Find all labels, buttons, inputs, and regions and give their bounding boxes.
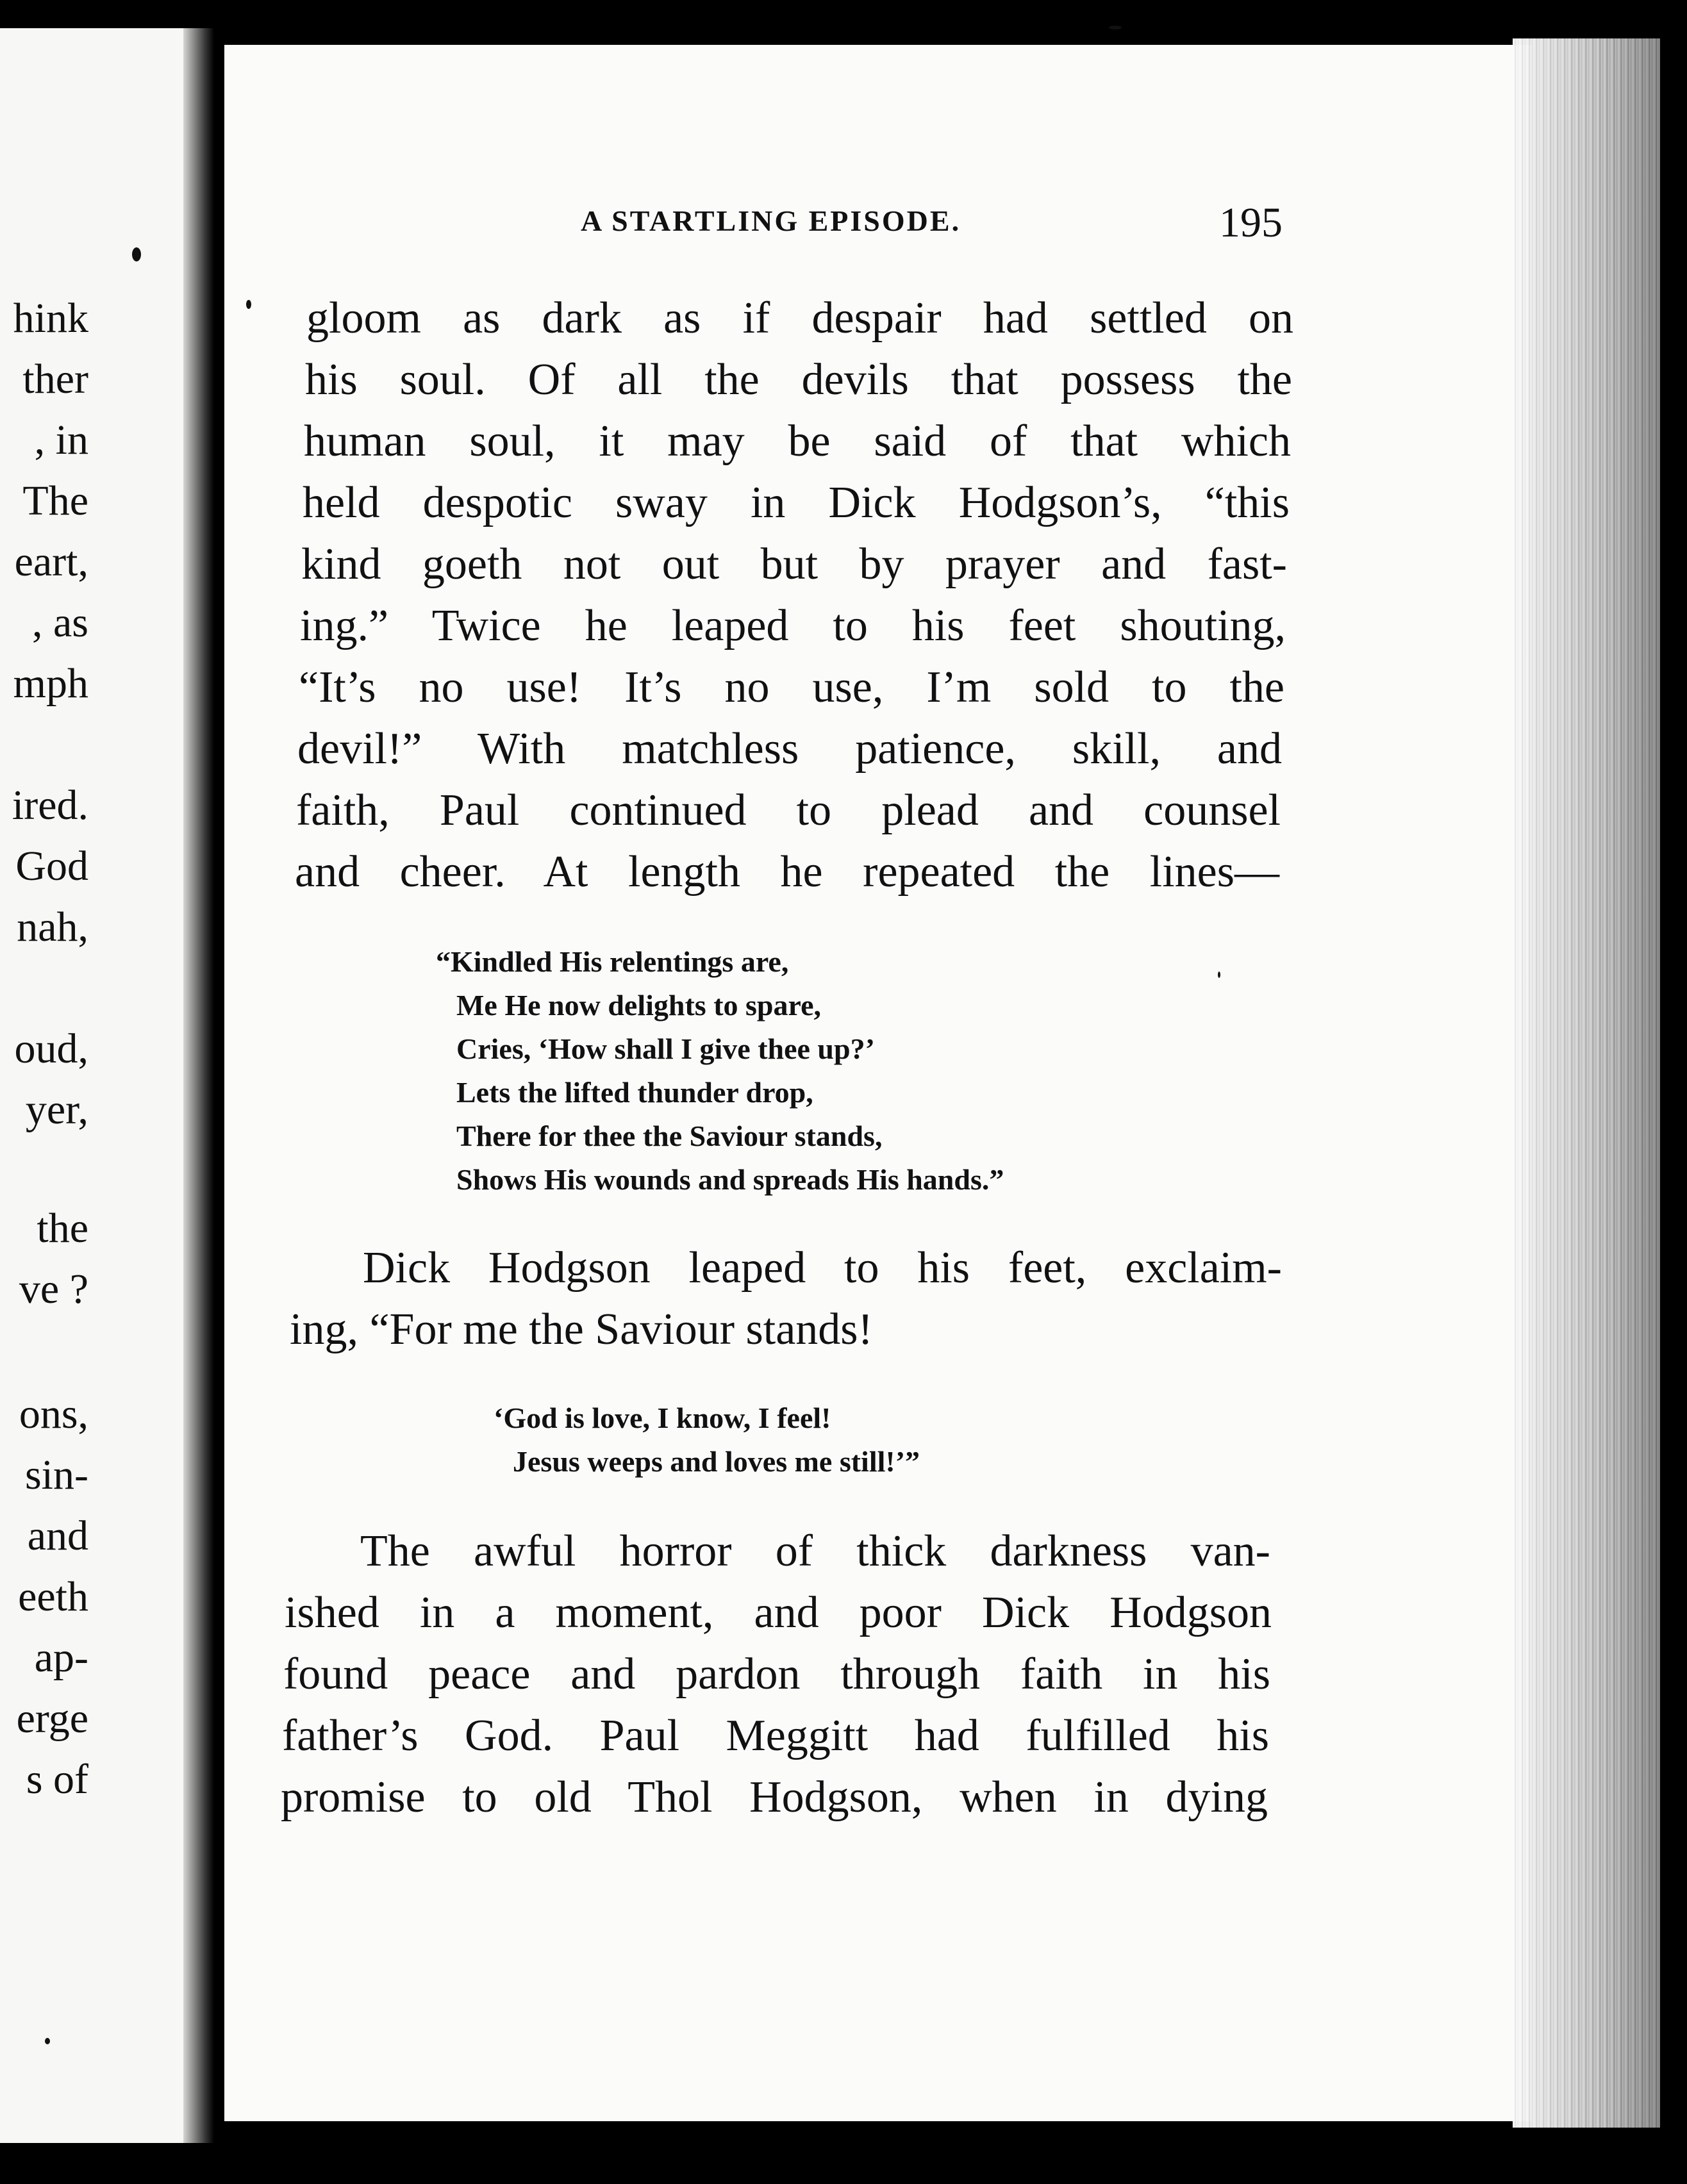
scan-speck: [132, 247, 141, 261]
verse-line: Lets the lifted thunder drop,: [456, 1076, 813, 1109]
scan-speck: [45, 2038, 50, 2044]
facing-page-fragment: ther: [22, 356, 88, 402]
facing-page-fragment: The: [22, 477, 88, 524]
paragraph-line: his soul. Of all the devils that possess the: [305, 355, 1292, 404]
paragraph-line: Dick Hodgson leaped to his feet, exclaim-: [363, 1243, 1282, 1293]
verse-line: There for thee the Saviour stands,: [456, 1120, 883, 1152]
facing-page-fragment: eart,: [14, 538, 88, 585]
paragraph-line: gloom as dark as if despair had settled on: [306, 294, 1293, 343]
scan-speck: [1109, 26, 1122, 29]
fore-edge-shading: [1513, 38, 1660, 2128]
facing-page-fragment: ve ?: [19, 1266, 88, 1312]
paragraph-line: held despotic sway in Dick Hodgson’s, “this: [303, 478, 1290, 527]
facing-page: [0, 28, 192, 2143]
paragraph-line: ished in a moment, and poor Dick Hodgson: [285, 1588, 1272, 1637]
facing-page-fragment: , as: [32, 599, 88, 646]
facing-page-fragment: s of: [26, 1756, 88, 1803]
facing-page-fragment: erge: [16, 1695, 88, 1742]
facing-page-fragment: sin-: [25, 1452, 88, 1498]
facing-page-fragment: God: [15, 843, 88, 889]
paragraph-line: faith, Paul continued to plead and counsel: [296, 786, 1281, 835]
verse-line: ‘God is love, I know, I feel!: [494, 1402, 831, 1434]
scan-speck: [1218, 972, 1220, 978]
facing-page-fragment: yer,: [25, 1086, 88, 1133]
facing-page-fragment: mph: [13, 660, 88, 707]
facing-page-fragment: hink: [13, 295, 88, 342]
page-number: 195: [1219, 199, 1283, 246]
paragraph-line: kind goeth not out but by prayer and fast-: [301, 540, 1287, 589]
book-gutter: [183, 28, 214, 2143]
facing-page-fragment: ap-: [34, 1634, 88, 1681]
paragraph-line: and cheer. At length he repeated the lines—: [295, 847, 1279, 897]
scan-speck: [246, 300, 251, 309]
verse-line: “Kindled His relentings are,: [436, 945, 789, 978]
paragraph-line: “It’s no use! It’s no use, I’m sold to the: [299, 663, 1284, 712]
facing-page-fragment: and: [27, 1512, 88, 1559]
running-head: A STARTLING EPISODE.: [581, 204, 961, 237]
verse-line: Shows His wounds and spreads His hands.”: [456, 1163, 1004, 1196]
facing-page-fragment: ired.: [12, 782, 88, 829]
paragraph-line: ing, “For me the Saviour stands!: [290, 1305, 873, 1354]
facing-page-fragment: oud,: [14, 1025, 88, 1072]
paragraph-line: human soul, it may be said of that which: [304, 417, 1291, 466]
paragraph-line: ing.” Twice he leaped to his feet shouting,: [300, 601, 1286, 650]
facing-page-fragment: eeth: [18, 1573, 88, 1620]
facing-page-fragment: nah,: [17, 904, 88, 950]
verse-line: Me He now delights to spare,: [456, 989, 822, 1022]
verse-line: Cries, ‘How shall I give thee up?’: [456, 1032, 875, 1065]
paragraph-line: father’s God. Paul Meggitt had fulfilled his: [282, 1711, 1269, 1760]
paragraph-line: promise to old Thol Hodgson, when in dying: [281, 1773, 1268, 1822]
verse-line: Jesus weeps and loves me still!’”: [513, 1445, 920, 1478]
facing-page-fragment: , in: [34, 417, 88, 463]
paragraph-line: found peace and pardon through faith in his: [283, 1650, 1270, 1699]
paragraph-line: The awful horror of thick darkness van-: [360, 1526, 1270, 1576]
facing-page-fragment: ons,: [19, 1391, 88, 1437]
facing-page-fragment: the: [37, 1205, 88, 1252]
paragraph-line: devil!” With matchless patience, skill, and: [297, 724, 1282, 774]
